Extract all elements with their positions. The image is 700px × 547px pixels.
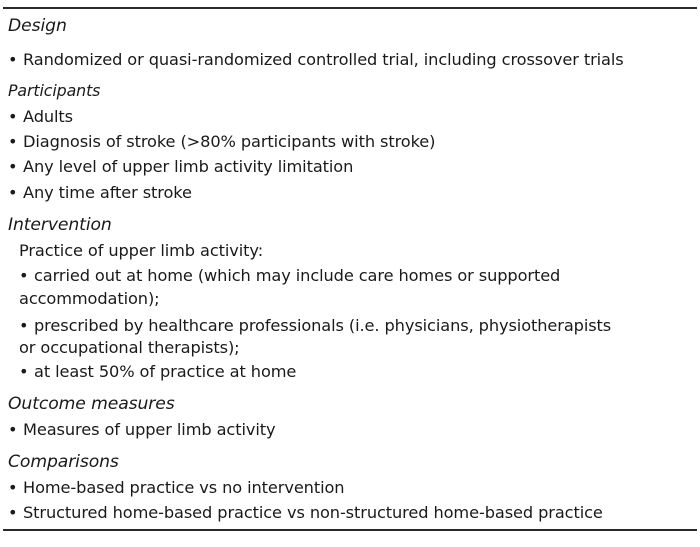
list-item: • carried out at home (which may include care homes or supported <box>19 266 560 286</box>
top-rule <box>3 7 697 9</box>
list-item: • at least 50% of practice at home <box>19 362 296 382</box>
list-item-continuation: or occupational therapists); <box>19 338 240 357</box>
bottom-rule <box>3 529 697 531</box>
section-heading-intervention: Intervention <box>8 215 112 235</box>
section-heading-comparisons: Comparisons <box>8 452 119 472</box>
list-item: • Measures of upper limb activity <box>8 420 275 440</box>
list-item: • Any time after stroke <box>8 183 192 203</box>
section-heading-design: Design <box>8 16 67 36</box>
list-item: • Randomized or quasi-randomized controlled trial, including crossover trials <box>8 50 624 70</box>
section-heading-participants: Participants <box>8 81 101 100</box>
list-item: • Any level of upper limb activity limitation <box>8 157 353 177</box>
intervention-intro: Practice of upper limb activity: <box>19 241 264 260</box>
list-item-continuation: accommodation); <box>19 289 160 308</box>
list-item: • Adults <box>8 107 73 127</box>
section-heading-outcome-measures: Outcome measures <box>8 394 175 414</box>
list-item: • Diagnosis of stroke (>80% participants with stroke) <box>8 132 435 152</box>
list-item: • prescribed by healthcare professionals (i.e. physicians, physiotherapists <box>19 316 611 336</box>
list-item: • Home-based practice vs no intervention <box>8 478 344 498</box>
list-item: • Structured home-based practice vs non-structured home-based practice <box>8 503 603 523</box>
